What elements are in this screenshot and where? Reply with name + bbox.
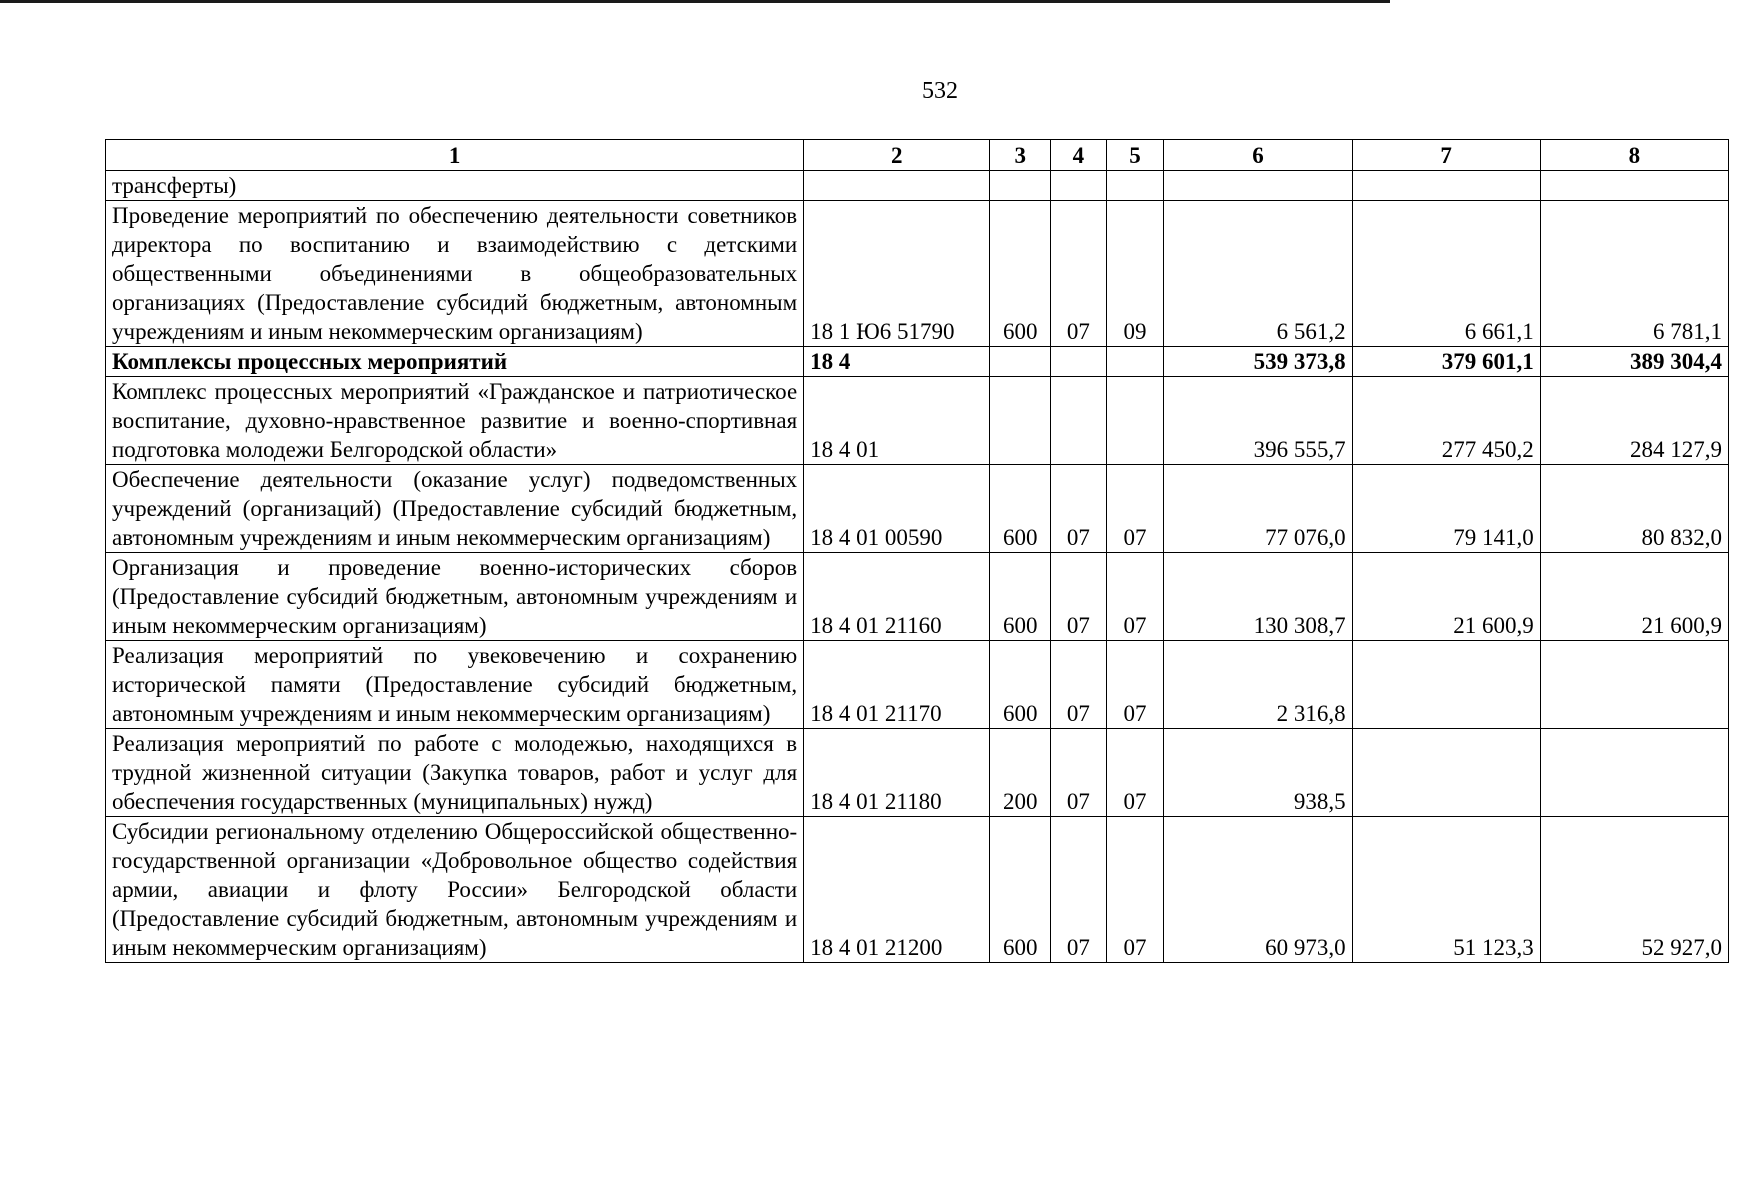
row-col8-value: 80 832,0 bbox=[1540, 465, 1728, 553]
row-code-cell: 18 4 01 21170 bbox=[804, 641, 990, 729]
row-col6-value: 539 373,8 bbox=[1164, 347, 1352, 377]
row-col3-cell bbox=[990, 347, 1051, 377]
row-col7-value bbox=[1352, 641, 1540, 729]
header-col-5: 5 bbox=[1106, 140, 1164, 171]
row-name-cell: трансферты) bbox=[106, 171, 804, 201]
row-col3-cell: 200 bbox=[990, 729, 1051, 817]
header-col-8: 8 bbox=[1540, 140, 1728, 171]
row-col5-cell: 07 bbox=[1106, 641, 1164, 729]
row-col7-value: 379 601,1 bbox=[1352, 347, 1540, 377]
row-col3-cell: 600 bbox=[990, 553, 1051, 641]
table-row bbox=[106, 641, 1729, 729]
row-col6-value: 60 973,0 bbox=[1164, 817, 1352, 963]
row-col5-cell: 07 bbox=[1106, 553, 1164, 641]
row-col8-value bbox=[1540, 729, 1728, 817]
row-col6-value: 938,5 bbox=[1164, 729, 1352, 817]
header-col-6: 6 bbox=[1164, 140, 1352, 171]
table-row bbox=[106, 729, 1729, 817]
header-col-4: 4 bbox=[1051, 140, 1107, 171]
row-col4-cell bbox=[1051, 347, 1107, 377]
row-name-cell: Реализация мероприятий по увековечению и сохранению исторической памяти (Предоставление субсидий бюджетным, автономным учреждениям и иным некоммерческим организациям) bbox=[106, 641, 804, 729]
row-col5-cell bbox=[1106, 171, 1164, 201]
row-name-cell: Комплексы процессных мероприятий bbox=[106, 347, 804, 377]
row-col8-value: 52 927,0 bbox=[1540, 817, 1728, 963]
header-col-2: 2 bbox=[804, 140, 990, 171]
row-col5-cell bbox=[1106, 347, 1164, 377]
row-col4-cell: 07 bbox=[1051, 553, 1107, 641]
row-col6-value: 130 308,7 bbox=[1164, 553, 1352, 641]
row-col4-cell: 07 bbox=[1051, 817, 1107, 963]
row-col8-value: 6 781,1 bbox=[1540, 201, 1728, 347]
table-row bbox=[106, 171, 1729, 201]
row-col3-cell: 600 bbox=[990, 201, 1051, 347]
row-code-cell: 18 4 01 21200 bbox=[804, 817, 990, 963]
row-col4-cell bbox=[1051, 377, 1107, 465]
table-header-row bbox=[106, 140, 1729, 171]
row-col5-cell: 07 bbox=[1106, 817, 1164, 963]
row-code-cell bbox=[804, 171, 990, 201]
row-col7-value bbox=[1352, 729, 1540, 817]
page-number: 532 bbox=[922, 78, 958, 104]
row-col6-value: 77 076,0 bbox=[1164, 465, 1352, 553]
row-col7-value: 51 123,3 bbox=[1352, 817, 1540, 963]
row-col8-value bbox=[1540, 641, 1728, 729]
budget-table bbox=[105, 139, 1729, 963]
row-col4-cell bbox=[1051, 171, 1107, 201]
header-col-3: 3 bbox=[990, 140, 1051, 171]
row-col8-value: 389 304,4 bbox=[1540, 347, 1728, 377]
row-code-cell: 18 4 01 21160 bbox=[804, 553, 990, 641]
row-code-cell: 18 1 Ю6 51790 bbox=[804, 201, 990, 347]
row-code-cell: 18 4 01 00590 bbox=[804, 465, 990, 553]
row-col6-value bbox=[1164, 171, 1352, 201]
row-col5-cell: 09 bbox=[1106, 201, 1164, 347]
row-col3-cell bbox=[990, 377, 1051, 465]
row-col8-value: 21 600,9 bbox=[1540, 553, 1728, 641]
row-col3-cell: 600 bbox=[990, 465, 1051, 553]
row-col4-cell: 07 bbox=[1051, 465, 1107, 553]
row-name-cell: Субсидии региональному отделению Общероссийской общественно-государственной организации «Добровольное общество содействия армии, авиации и флоту России» Белгородской области (Предоставление субсидий бюджетным, автономным учреждениям и иным некоммерческим организациям) bbox=[106, 817, 804, 963]
table-row bbox=[106, 817, 1729, 963]
table-row bbox=[106, 201, 1729, 347]
table-row bbox=[106, 377, 1729, 465]
row-col8-value: 284 127,9 bbox=[1540, 377, 1728, 465]
row-name-cell: Обеспечение деятельности (оказание услуг) подведомственных учреждений (организаций) (Предоставление субсидий бюджетным, автономным учреждениям и иным некоммерческим организациям) bbox=[106, 465, 804, 553]
row-col5-cell bbox=[1106, 377, 1164, 465]
row-name-cell: Реализация мероприятий по работе с молодежью, находящихся в трудной жизненной ситуации (Закупка товаров, работ и услуг для обеспечения государственных (муниципальных) нужд) bbox=[106, 729, 804, 817]
row-code-cell: 18 4 01 bbox=[804, 377, 990, 465]
row-col3-cell: 600 bbox=[990, 817, 1051, 963]
table-row bbox=[106, 347, 1729, 377]
row-col5-cell: 07 bbox=[1106, 729, 1164, 817]
row-name-cell: Проведение мероприятий по обеспечению деятельности советников директора по воспитанию и взаимодействию с детскими общественными объединениями в общеобразовательных организациях (Предоставление субсидий бюджетным, автономным учреждениям и иным некоммерческим организациям) bbox=[106, 201, 804, 347]
row-code-cell: 18 4 01 21180 bbox=[804, 729, 990, 817]
row-name-cell: Организация и проведение военно-исторических сборов (Предоставление субсидий бюджетным, автономным учреждениям и иным некоммерческим организациям) bbox=[106, 553, 804, 641]
row-col4-cell: 07 bbox=[1051, 201, 1107, 347]
row-col7-value: 277 450,2 bbox=[1352, 377, 1540, 465]
header-col-7: 7 bbox=[1352, 140, 1540, 171]
table-row bbox=[106, 553, 1729, 641]
row-col8-value bbox=[1540, 171, 1728, 201]
row-col7-value: 79 141,0 bbox=[1352, 465, 1540, 553]
row-col3-cell: 600 bbox=[990, 641, 1051, 729]
row-code-cell: 18 4 bbox=[804, 347, 990, 377]
row-col4-cell: 07 bbox=[1051, 641, 1107, 729]
row-name-cell: Комплекс процессных мероприятий «Гражданское и патриотическое воспитание, духовно-нравственное развитие и военно-спортивная подготовка молодежи Белгородской области» bbox=[106, 377, 804, 465]
header-col-1: 1 bbox=[106, 140, 804, 171]
row-col6-value: 396 555,7 bbox=[1164, 377, 1352, 465]
scan-top-border bbox=[0, 0, 1390, 3]
row-col7-value: 21 600,9 bbox=[1352, 553, 1540, 641]
row-col6-value: 2 316,8 bbox=[1164, 641, 1352, 729]
row-col3-cell bbox=[990, 171, 1051, 201]
row-col7-value: 6 661,1 bbox=[1352, 201, 1540, 347]
row-col6-value: 6 561,2 bbox=[1164, 201, 1352, 347]
row-col7-value bbox=[1352, 171, 1540, 201]
row-col4-cell: 07 bbox=[1051, 729, 1107, 817]
table-row bbox=[106, 465, 1729, 553]
row-col5-cell: 07 bbox=[1106, 465, 1164, 553]
